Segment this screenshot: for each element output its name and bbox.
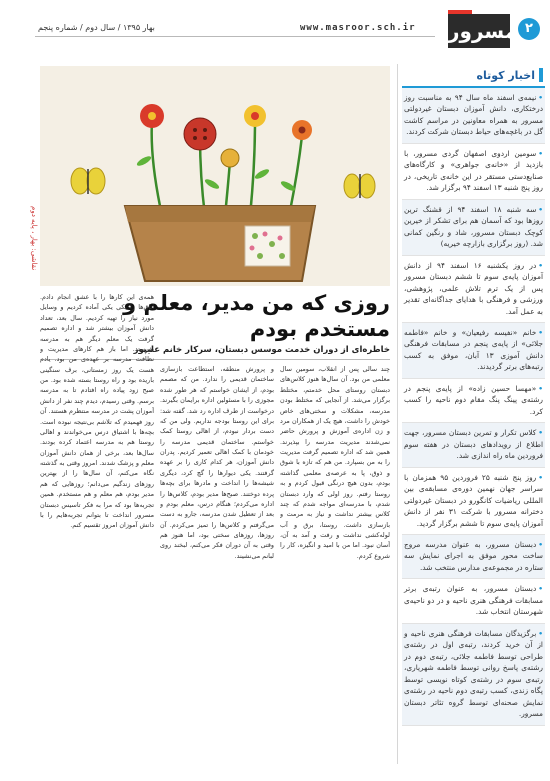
butterfly-left-icon: [71, 168, 105, 194]
page-header: [0, 0, 550, 52]
article-column-1: چند سالی پس از انقلاب، سومین سال معلمی من بود. آن سال‌ها هنوز کلاس‌های دبستان روستای محل خدمتم، مختلط برگزار می‌شد. از آنجایی که مختلط بودن مدرسه، مشکلات و سختی‌های خاص خودش را داشت، هیچ یک از همکاران مرد و زن اداره‌ی آموزش و پرورش حاضر نمی‌شدند مدیریت مدرسه را بپذیرند. همین شد که اداره تصمیم گرفت مدیریت را به من بسپارد. من هم که تازه با شوق و ذوق، پا به عرصه‌ی معلمی گذاشته بودم، بدون هیچ درنگی قبول کردم و به روستا رفتم. روز اولی که وارد دبستان شدم، با مدرسه‌ای مواجه شدم که چند کلاس بیشتر نداشت و نیاز به مرمت و بازسازی داشت. روستا، برق و آب لوله‌کشی نداشت و رفت و آمد به آن، آسان نبود. اما من با امید و انگیزه، کار را شروع کردم.: [280, 365, 390, 560]
bullet-icon: •: [538, 383, 543, 393]
news-item: •دبستان مسرور، به عنوان رتبه‌ی برتر مسابقات فرهنگی هنری ناحیه و در دو ناحیه‌ی شهرستان انتخاب شد.: [402, 579, 545, 623]
article-title: روزی که من مدیر، معلم و مستخدم بودم: [123, 291, 390, 342]
news-item: •خانم «نفیسه رفیعیان» و خانم «فاطمه جلائی» از پایه‌ی پنجم در مسابقات فرهنگی دانش آموزی ۱۳ آبان، موفق به کسب رتبه‌های برتر گردیدند.: [402, 323, 545, 379]
bullet-icon: •: [538, 327, 543, 337]
sidebar-heading: [402, 64, 545, 88]
bullet-icon: •: [538, 204, 544, 214]
bullet-icon: •: [538, 428, 543, 438]
page-number: ۲: [518, 18, 540, 40]
bullet-icon: •: [538, 93, 543, 102]
yellow-flower-icon: [244, 105, 266, 127]
header-divider: [35, 36, 435, 37]
flower-pot-drawing: [40, 66, 390, 286]
bullet-icon: •: [538, 540, 543, 549]
bullet-icon: •: [538, 472, 543, 482]
butterfly-right-icon: [344, 174, 375, 198]
news-item: •برگزیدگان مسابقات فرهنگی هنری ناحیه و از آن خرید کردند، رتبه‌ی اول در رشته‌ی طراحی توسط فاطمه جلائی، رتبه‌ی دوم در رشته‌ی پاسخ روانی توسط فاطمه شهریاری، رتبه‌ی سوم در رشته‌ی کوتاه نویسی توسط پگاه زندی، کسب رتبه‌ی دوم ناحیه در رشته‌ی نمایش صحنه‌ای توسط گروه تئاتر دبستان مسرور.: [402, 624, 545, 726]
bullet-icon: •: [538, 628, 543, 638]
bullet-icon: •: [538, 260, 543, 270]
bullet-icon: •: [538, 148, 543, 158]
article-subtitle: خاطره‌ای از دوران خدمت موسس دبستان، سرکار خانم علیپور: [133, 345, 390, 355]
orange-flower-icon: [292, 120, 312, 140]
news-item: •«مهسا حسین زاده» از پایه‌ی پنجم در رشته‌ی پینگ پنگ مقام دوم ناحیه را کسب کرد.: [402, 379, 545, 423]
bullet-icon: •: [538, 584, 543, 594]
news-item: •کلاس تکرار و تمرین دبستان مسرور، جهت اطلاع از رویدادهای دبستان در هفته سوم فروردین ماه راه اندازی شد.: [402, 423, 545, 467]
site-url[interactable]: www.masroor.sch.ir: [300, 23, 416, 33]
issue-info: بهار ۱۳۹۵ / سال دوم / شماره پنجم: [38, 23, 155, 32]
news-sidebar: [397, 64, 545, 764]
news-item: •سومین اردوی اصفهان گردی مسرور، با بازدید از «خانه‌ی جواهری» و کارگاه‌های صنایع‌دستی مستقر در این خانه‌ی تاریخی، در روز پنج شنبه ۱۳ اسفند ۹۴ برگزار شد.: [402, 144, 545, 200]
news-item: •دبستان مسرور، به عنوان مدرسه مروج ساخت محور موفق به اجرای نمایش سه ستاره در مجموعه‌ی مدارس منتخب شد.: [402, 535, 545, 579]
red-flower-icon: [140, 104, 164, 128]
article-column-3: همه‌ی این کارها را با عشق انجام دادم. اتاق‌ها را یکی یکی آماده کردیم و وسایل مورد نیاز را تهیه کردیم. سال بعد، تعداد دانش آموزان بیشتر شد و اداره تصمیم گرفت یک معلم دیگر هم به مدرسه بفرستد. اما باز هم کارهای مدیریت و نظافت مدرسه بر عهده‌ی من بود. یادم هست یک روز زمستانی، برف سنگینی باریده بود و راه روستا بسته شده بود. من صبح زود پیاده راه افتادم تا به مدرسه برسم. وقتی رسیدم، دیدم چند نفر از دانش آموزان پشت در مدرسه منتظرم هستند. آن روز فهمیدم که تلاشم بی‌نتیجه نبوده است. بچه‌ها با اشتیاق درس می‌خواندند و اهالی روستا هم به مدرسه اعتماد کرده بودند. سال‌ها بعد، برخی از همان دانش آموزان معلم و پزشک شدند. امروز وقتی به گذشته نگاه می‌کنم، آن سال‌ها را از بهترین روزهای زندگیم می‌دانم؛ روزهایی که هم مدیر بودم، هم معلم و هم مستخدم. همین تجربه‌ها بود که مرا به فکر تاسیس دبستان مسرور انداخت تا بتوانم تجربه‌هایم را با دانش آموزان امروز تقسیم کنم.: [40, 293, 154, 530]
news-item: •روز پنج شنبه ۲۵ فروردین ۹۵ همزمان با سراسر جهان نهمین دوره‌ی مسابقه‌ی بین المللی ریاضیات کانگورو در دبستان غیردولتی دخترانه مسرور با شرکت ۳۱ نفر از دانش آموزان پایه‌ی سوم تا ششم برگزار گردید.: [402, 468, 545, 535]
article-column-2: و پرورش منطقه، استطاعت بازسازی ساختمان قدیمی را ندارد. من که مصمم بودم، از ایشان خواستم که هر طور شده مجوزی را با مسئولین اداره برایمان بگیرند. درخواست از طرف اداره رد شد. گفته شد: برای این روستا بودجه نداریم. ولی من که دست بردار نبودم، از اهالی روستا کمک خواستم. ساختمان قدیمی مدرسه را خودمان با کمک اهالی تعمیر کردیم. پدران دانش آموزان، هر کدام کاری را بر عهده گرفتند. یکی دیوارها را گچ کرد، دیگری شیشه‌ها را انداخت و مادرها برای بچه‌ها پرده دوختند. صبح‌ها مدیر بودم، کلاس‌ها را اداره می‌کردم؛ هنگام درس، معلم بودم و بعد از تعطیل شدن مدرسه، جارو به دست می‌گرفتم و کلاس‌ها را تمیز می‌کردم. آن روزها، روزهای سختی بود، اما هنوز هم وقتی به آن دوران فکر می‌کنم، لبخند روی لبانم می‌نشیند.: [160, 365, 274, 560]
heading-bar-icon: [539, 68, 543, 82]
logo: مسرور: [448, 14, 510, 48]
photo-caption: نقاشی: بهار ، پایه دوم: [30, 205, 38, 270]
news-list: [402, 88, 545, 726]
child-drawing-photo: [40, 66, 390, 286]
sidebar-title: اخبار کوتاه: [476, 68, 535, 82]
small-button-icon: [221, 149, 239, 167]
news-item: •نیمه‌ی اسفند ماه سال ۹۴ به مناسبت روز درختکاری، دانش آموزان دبستان غیردولتی مسرور به همراه معاونین در مراسم کاشت گل در باغچه‌های حیاط دبستان شرکت کردند.: [402, 88, 545, 144]
news-item: •در روز یکشنبه ۱۶ اسفند ۹۴ از دانش آموزان پایه‌ی سوم تا ششم دبستان مسرور پس از یک ترم تلاش علمی، پژوهشی، ورزشی و فرهنگی با هدایای جداگانه‌ای تقدیر به عمل آمد.: [402, 256, 545, 323]
news-item: •سه شنبه ۱۸ اسفند ۹۴ از قشنگ ترین روزها بود که آسمان هم برای تشکر از خیرین کوچک دبستان مسرور، شاد و رنگین کمانی شد. (روز برگزاری بازارچه خیریه): [402, 200, 545, 256]
button-flower-icon: [184, 118, 216, 150]
